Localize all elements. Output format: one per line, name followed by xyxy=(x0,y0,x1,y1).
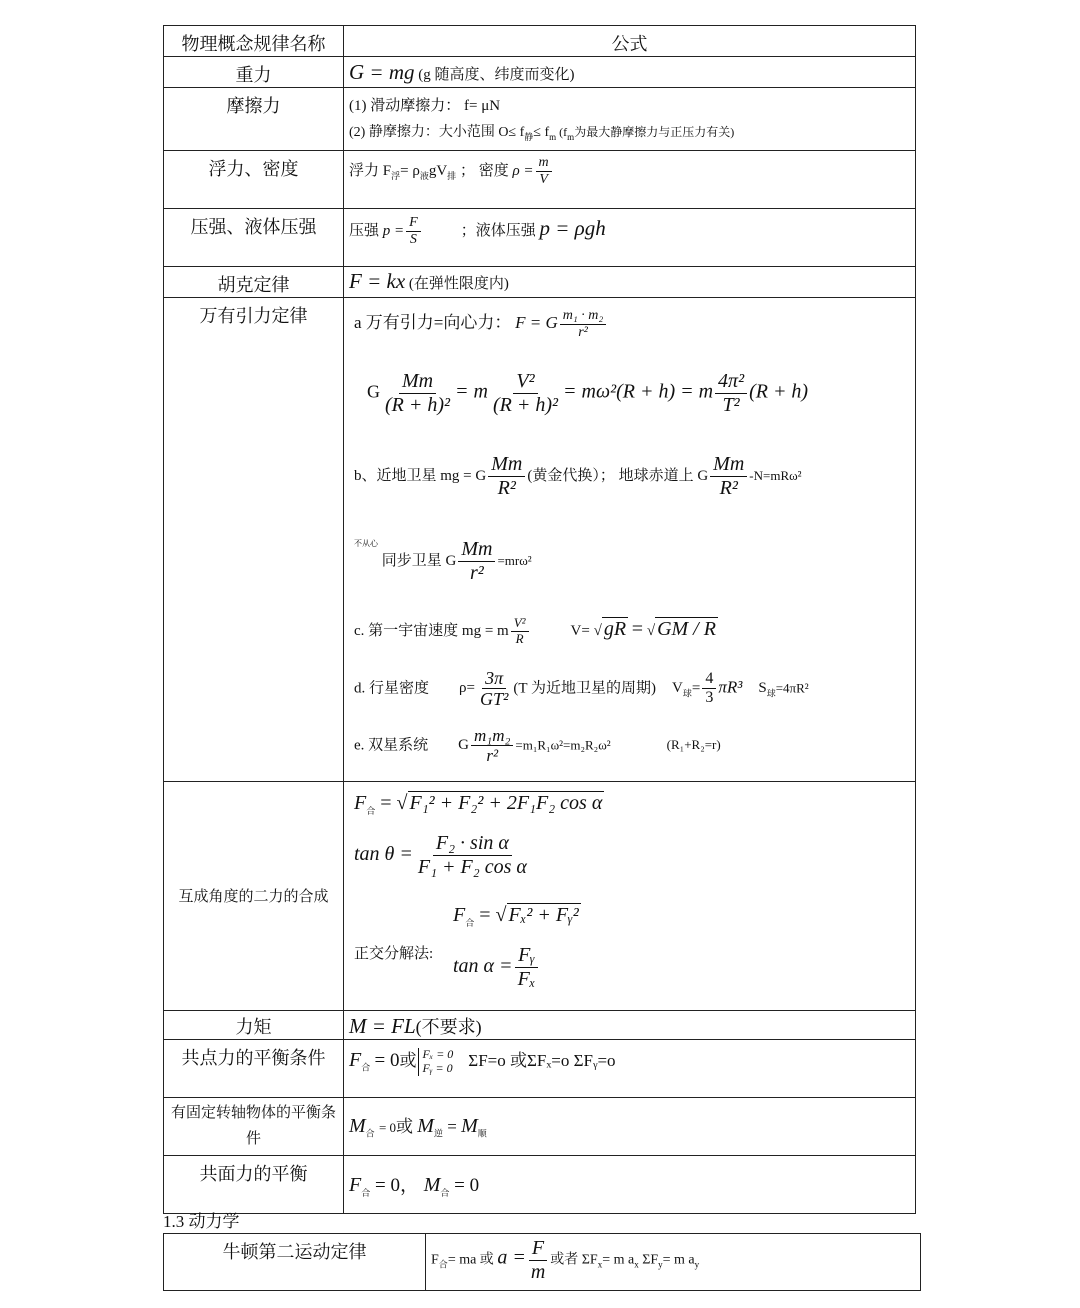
table-row xyxy=(164,266,916,297)
formula: G = mg xyxy=(349,60,415,84)
row-name: 万有引力定律 xyxy=(164,297,344,781)
formula-part: G xyxy=(367,381,380,402)
fraction xyxy=(490,370,561,417)
formula-part: =m₁R₁ω²=m₂R₂ω² xyxy=(515,737,611,753)
line-d xyxy=(354,668,809,710)
formula-part: F₁ + F₂ cos α xyxy=(417,855,527,878)
formula-part: = 0 xyxy=(374,1049,400,1071)
section-heading: 1.3 动力学 xyxy=(163,1212,240,1231)
formula-part: 或者 ΣF xyxy=(550,1252,598,1268)
formula-part: F xyxy=(431,1252,439,1268)
formula-part: (T 为近地卫星的周期) xyxy=(513,680,657,697)
formula-part: m₁m₂ xyxy=(471,726,513,747)
formula-part: = mω²(R + h) = m xyxy=(563,380,714,403)
row-name: 压强、液体压强 xyxy=(164,208,344,266)
table-row xyxy=(164,88,916,151)
formula-part: m xyxy=(530,1261,546,1283)
row-name: 共点力的平衡条件 xyxy=(164,1039,344,1097)
formula-part: gR xyxy=(603,617,627,640)
formula-cell xyxy=(344,57,916,88)
formula-part: m xyxy=(567,131,575,142)
formula-part: r² xyxy=(486,746,499,766)
formula-part: 合 xyxy=(438,1259,448,1270)
formula-part: F xyxy=(406,215,421,232)
formula-part: (2) 静摩擦力：大小范围 O≤ f xyxy=(349,125,525,140)
formula-part: (R₁+R₂=r) xyxy=(666,737,721,753)
formula-part: 为最大静摩擦力与正压力有关) xyxy=(574,125,735,139)
buoyancy-formula xyxy=(344,150,916,208)
dynamics-table xyxy=(163,1233,921,1291)
line-c: c. 第一宇宙速度 mg = m $\frac{\text{V²}}{R}$ V= √ gR = √ GM / R xyxy=(354,614,716,646)
formula-cell xyxy=(344,297,916,781)
formula-part: 或 xyxy=(399,1050,417,1070)
formula-part: p = ρgh xyxy=(539,215,606,240)
formula-part: M xyxy=(461,1114,478,1137)
formula-part: 3 xyxy=(705,689,714,707)
orthogonal-resultant: $F_合$ = √ Fₓ² + Fᵧ² xyxy=(453,903,579,928)
newton-formula xyxy=(426,1234,921,1291)
formula-part: = 0 xyxy=(454,1174,480,1196)
fraction xyxy=(418,1048,456,1076)
formula-part: G xyxy=(458,737,470,754)
formula-part: R² xyxy=(497,476,516,499)
formula-part: ΣF xyxy=(638,1252,659,1268)
table-row xyxy=(164,57,916,88)
formula-cell xyxy=(344,266,916,297)
formula-part: Mm xyxy=(488,453,525,477)
formula-part: S xyxy=(409,231,417,247)
formula-part: r² xyxy=(578,324,588,340)
orthogonal-label: 正交分解法: xyxy=(354,945,434,962)
formula-part: = 0 xyxy=(378,1119,397,1135)
formula-part: tan θ = xyxy=(354,842,413,865)
formula-part: (f xyxy=(556,125,568,139)
formula-part: 合 xyxy=(365,1128,375,1139)
formula-part: Fᵧ xyxy=(515,944,538,968)
formula-part: 或 xyxy=(396,1116,414,1136)
formula-part: m xyxy=(549,131,557,142)
formula-part: b、近地卫星 mg = G xyxy=(354,467,487,484)
table-row xyxy=(164,297,916,781)
row-name: 力矩 xyxy=(164,1010,344,1039)
fraction xyxy=(477,668,511,710)
formula-part: gV xyxy=(428,162,448,179)
table-header-row xyxy=(164,26,916,57)
formula-part: 4π² xyxy=(715,370,747,394)
header-formula: 公式 xyxy=(344,26,916,57)
formula-part: 4 xyxy=(702,670,716,689)
formula-table xyxy=(163,25,916,1214)
table-row xyxy=(164,781,916,1010)
header-name: 物理概念规律名称 xyxy=(164,26,344,57)
formula-part: M xyxy=(349,1114,366,1137)
formula-part: 球 xyxy=(766,688,776,699)
row-name: 胡克定律 xyxy=(164,266,344,297)
formula-part: 合 xyxy=(465,917,475,928)
formula-part: M xyxy=(417,1114,434,1137)
formula-part: = xyxy=(380,791,392,814)
line-g xyxy=(367,370,808,417)
pressure-formula xyxy=(344,208,916,266)
table-row xyxy=(164,208,916,266)
formula-part: Mm xyxy=(458,538,495,562)
formula-part: a = xyxy=(497,1246,526,1269)
formula-part: m₁ · m₂ xyxy=(560,308,606,325)
formula-cell xyxy=(344,781,916,1010)
formula-part: R xyxy=(515,630,524,646)
formula-part: e. 双星系统 xyxy=(354,737,429,754)
formula-part: F xyxy=(529,1237,547,1261)
formula-part: M xyxy=(423,1173,441,1196)
formula-part: = ρ xyxy=(400,162,420,179)
formula-part: F = G xyxy=(515,312,558,332)
note: (g 随高度、纬度而变化) xyxy=(418,67,575,83)
fraction xyxy=(560,308,606,341)
row-name: 摩擦力 xyxy=(164,88,344,151)
formula-part: =mrω² xyxy=(497,552,532,568)
line-b xyxy=(354,453,802,500)
formula: M = FL xyxy=(349,1013,416,1038)
formula-part: ； 密度 xyxy=(456,162,509,179)
formula-part: F₂ · sin α xyxy=(433,832,512,856)
formula-part: 合 xyxy=(361,1187,371,1198)
axis-formula xyxy=(344,1097,916,1155)
table-row xyxy=(164,1010,916,1039)
note: (不要求) xyxy=(415,1016,482,1037)
line-e xyxy=(354,726,721,766)
formula-part: Mm xyxy=(710,453,747,477)
formula-part: 不从心 xyxy=(354,538,378,548)
formula-part: (R + h) xyxy=(749,380,809,403)
row-name: 共面力的平衡 xyxy=(164,1155,344,1213)
line-a xyxy=(354,308,608,341)
formula-part: Fₓ² + Fᵧ² xyxy=(508,903,579,926)
formula-part: = xyxy=(691,680,701,697)
formula-part: 静 xyxy=(524,131,534,142)
fraction xyxy=(471,726,513,766)
fraction xyxy=(511,616,529,647)
formula-part: F xyxy=(349,1173,362,1196)
orthogonal-angle xyxy=(453,944,540,991)
formula-part: S xyxy=(758,680,767,697)
formula-part: T² xyxy=(722,393,740,416)
formula-part: ρ = xyxy=(512,162,534,179)
formula-part: 液 xyxy=(419,170,429,181)
table-row xyxy=(164,1234,921,1291)
formula-part: Fᵧ = 0 xyxy=(422,1060,453,1075)
fraction xyxy=(406,215,421,248)
formula-part: πR³ xyxy=(718,677,743,697)
resultant-formula: $F_合$ = √ F₁² + F₂² + 2F₁F₂ cos α xyxy=(354,791,603,816)
formula-part: ΣF=o 或ΣFₓ=o ΣFᵧ=o xyxy=(468,1050,616,1070)
formula-part: = 0， xyxy=(374,1174,419,1196)
formula-part: 排 xyxy=(447,170,457,181)
formula: F = kx xyxy=(349,268,406,293)
fraction xyxy=(488,453,525,500)
formula-part: 球 xyxy=(682,688,692,699)
formula-part: 3π xyxy=(482,668,506,690)
formula-part: = xyxy=(631,617,644,640)
row-name: 浮力、密度 xyxy=(164,150,344,208)
row-name: 有固定转轴物体的平衡条件 xyxy=(164,1097,344,1155)
formula-part: m xyxy=(536,155,552,172)
row-name: 互成角度的二力的合成 xyxy=(164,781,344,1010)
formula-part: = ma 或 xyxy=(447,1252,494,1268)
formula-part: 浮 xyxy=(391,170,401,181)
formula-part: 浮力 F xyxy=(349,162,392,179)
formula-cell xyxy=(344,88,916,151)
fraction xyxy=(458,538,495,585)
formula-part: F xyxy=(349,1048,362,1071)
formula-part: -N=mRω² xyxy=(749,467,802,483)
formula-part: y xyxy=(658,1259,663,1270)
formula-part: F xyxy=(453,903,466,926)
fraction xyxy=(715,370,747,417)
formula-part: V² xyxy=(513,370,537,394)
row-name: 牛顿第二运动定律 xyxy=(164,1234,426,1291)
sliding-friction: (1) 滑动摩擦力： f= μN xyxy=(349,98,501,114)
table-row xyxy=(164,1039,916,1097)
concurrent-formula xyxy=(344,1039,916,1097)
formula-part: (黄金代换）； 地球赤道上 G xyxy=(527,467,709,484)
fraction xyxy=(702,670,716,708)
static-friction xyxy=(349,119,915,150)
formula-part: p = xyxy=(382,222,405,239)
formula-part: = xyxy=(447,1116,457,1136)
formula-part: d. 行星密度 xyxy=(354,680,430,697)
coplanar-formula xyxy=(344,1155,916,1213)
formula-part: x xyxy=(597,1259,603,1270)
note: (在弹性限度内) xyxy=(408,275,509,292)
formula-part: 合 xyxy=(440,1187,450,1198)
formula-part: GM / R xyxy=(657,617,716,640)
formula-part: ；液体压强 xyxy=(460,222,536,239)
formula-part: F xyxy=(354,791,367,814)
formula-part: V= xyxy=(570,622,590,639)
table-row xyxy=(164,1155,916,1213)
formula-part: Fₓ xyxy=(517,967,536,990)
formula-part: c. 第一宇宙速度 mg = m xyxy=(354,622,509,639)
fraction xyxy=(528,1237,548,1284)
angle-formula xyxy=(354,832,532,879)
formula-part: 逆 xyxy=(433,1128,443,1139)
fraction xyxy=(382,370,453,417)
formula-part: F₁² + F₂² + 2F₁F₂ cos α xyxy=(409,791,603,814)
fraction xyxy=(710,453,747,500)
formula-part: Fₓ = 0 xyxy=(422,1047,454,1062)
formula-part: y xyxy=(694,1259,700,1270)
formula-part: V² xyxy=(511,616,529,632)
formula-cell xyxy=(344,1010,916,1039)
formula-part: ρ= xyxy=(459,680,475,697)
formula-part: V xyxy=(672,680,683,697)
table-row xyxy=(164,150,916,208)
formula-part: =4πR² xyxy=(775,680,809,696)
line-sync xyxy=(354,538,532,585)
formula-part: = m a xyxy=(602,1252,635,1268)
formula-part: tan α = xyxy=(453,954,513,977)
formula-part: 顺 xyxy=(477,1128,487,1139)
row-name: 重力 xyxy=(164,57,344,88)
formula-part: 合 xyxy=(366,805,376,816)
formula-part: a 万有引力=向心力： xyxy=(354,312,512,332)
formula-part: 压强 xyxy=(349,222,380,239)
formula-part: (R + h)² xyxy=(385,393,451,416)
formula-part: ≤ f xyxy=(533,125,550,140)
formula-part: x xyxy=(634,1259,639,1270)
fraction xyxy=(415,832,530,879)
formula-part: = xyxy=(479,903,491,926)
formula-part: GT² xyxy=(479,689,509,710)
formula-part: 合 xyxy=(361,1062,371,1073)
formula-part: V xyxy=(539,171,548,187)
formula-part: = m a xyxy=(662,1252,695,1268)
formula-part: (R + h)² xyxy=(492,393,559,416)
formula-part: Mm xyxy=(399,370,436,394)
fraction xyxy=(536,155,552,188)
formula-part: r² xyxy=(470,561,484,584)
fraction xyxy=(515,944,539,991)
formula-part: = m xyxy=(455,380,488,403)
table-row xyxy=(164,1097,916,1155)
formula-part: 同步卫星 G xyxy=(381,552,457,569)
formula-part: R² xyxy=(719,476,738,499)
